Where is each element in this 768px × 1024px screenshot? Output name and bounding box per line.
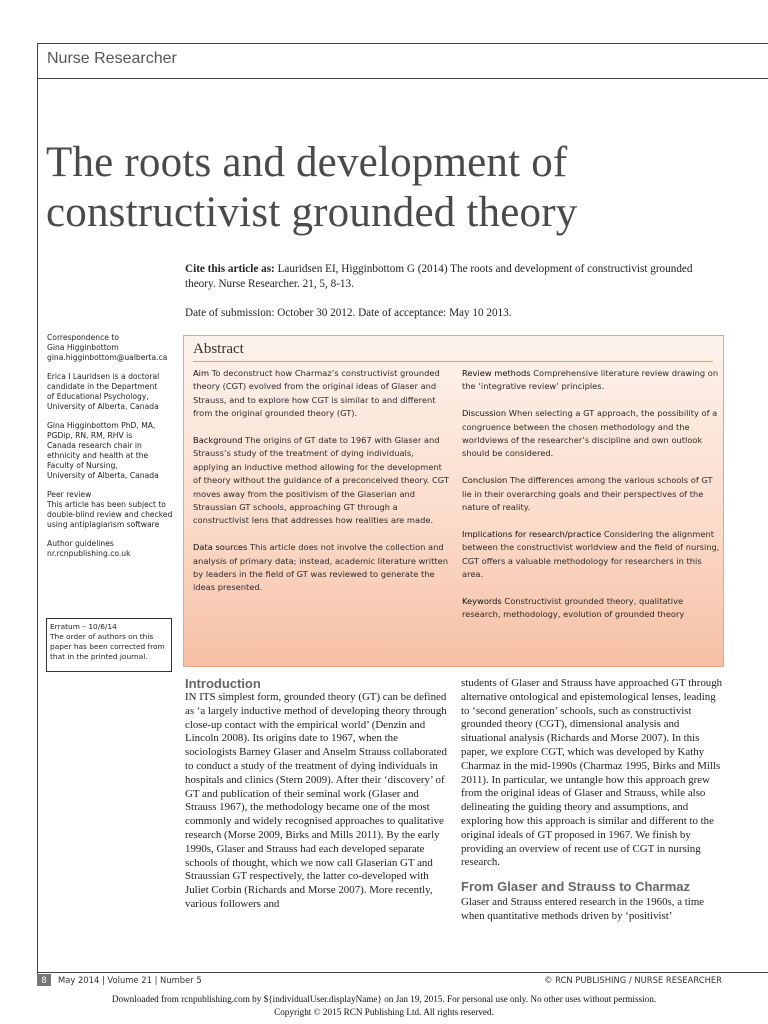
journal-name: Nurse Researcher xyxy=(47,50,177,67)
keywords-text: Constructivist grounded theory, qualitative research, methodology, evolution of grounded theory xyxy=(462,595,685,620)
author-sidebar xyxy=(47,333,177,568)
data-text: This article does not involve the collection and analysis of primary data; instead, academic literature written by leaders in the field of GT was reviewed to generate the ideas presented. xyxy=(193,542,448,593)
sidebar-line: Correspondence to xyxy=(47,333,119,342)
submission-dates: Date of submission: October 30 2012. Date of acceptance: May 10 2013. xyxy=(185,307,512,319)
email-link[interactable]: gina.higginbottom@ualberta.ca xyxy=(47,353,168,362)
cite-text: Lauridsen EI, Higginbottom G (2014) The roots and development of constructivist grounded theory. Nurse Researcher. 21, 5, 8-13. xyxy=(185,263,693,290)
discussion-label: Discussion xyxy=(462,408,507,419)
sidebar-line: Gina Higginbottom xyxy=(47,343,119,352)
abstract-review xyxy=(462,367,720,394)
body-column-left xyxy=(185,691,447,912)
sidebar-line: Faculty of Nursing, xyxy=(47,461,118,470)
header-rule xyxy=(37,78,768,79)
title-line-1: The roots and development of xyxy=(46,139,568,186)
abstract-column-left xyxy=(193,367,451,608)
guidelines-link[interactable]: nr.rcnpublishing.co.uk xyxy=(47,549,131,558)
erratum-line: paper has been corrected from xyxy=(50,642,165,651)
issue-info: May 2014 | Volume 21 | Number 5 xyxy=(58,975,202,985)
peer-review-block xyxy=(47,490,177,530)
implications-label: Implications for research/practice xyxy=(462,528,602,539)
abstract-conclusion xyxy=(462,474,720,514)
abstract-discussion xyxy=(462,407,720,461)
introduction-heading: Introduction xyxy=(185,676,261,691)
guidelines-block xyxy=(47,539,177,559)
download-line: Downloaded from rcnpublishing.com by ${individualUser.displayName} on Jan 19, 2015. For personal use only. No other uses without permission. xyxy=(111,994,657,1004)
discussion-text: When selecting a GT approach, the possibility of a congruence between the chosen methodology and the worldviews of the researcher’s discipline and own outlook should be considered. xyxy=(462,408,718,459)
sidebar-line: Author guidelines xyxy=(47,539,114,548)
download-notice xyxy=(0,993,768,1019)
abstract-aim xyxy=(193,367,451,421)
sidebar-line: Gina Higginbottom PhD, MA, xyxy=(47,421,156,430)
sidebar-line: Canada research chair in xyxy=(47,441,142,450)
implications-text: Considering the alignment between the constructivist worldview and the field of nursing, CGT offers a valuable methodology for researchers in this area. xyxy=(462,528,720,580)
body-column-right xyxy=(461,677,723,924)
intro-paragraph-2: students of Glaser and Strauss have approached GT through alternative ontological and epistemological lenses, leading to ‘second generation’ schools, such as constructivist grounded theory (CGT), dimensional analysis and situational analysis (Richards and Morse 2007). In this paper, we explore CGT, which was developed by Kathy Charmaz in the mid-1990s (Charmaz 1995, Birks and Mills 2011). In particular, we untangle how this approach grew from the original ideas of Glaser and Strauss, while also delineating the guiding theory and assumptions, and exploring how this approach is similar and different to the original ideals of GT proposed in 1967. We finish by providing an overview of recent use of CGT in nursing research. xyxy=(461,677,723,869)
abstract-box xyxy=(183,335,724,667)
background-text: The origins of GT date to 1967 with Glaser and Strauss’s study of the treatment of dying individuals, applying an inductive method allowing for the development of theory without the guidance of a preconceived theory. CGT moves away from the positivism of the Glaserian and Straussian GT schools, approaching GT through a constructivist lens that addresses how realities are made. xyxy=(193,435,449,526)
erratum-line: The order of authors on this xyxy=(50,632,154,641)
section-paragraph: Glaser and Strauss entered research in the 1960s, a time when quantitative methods driven by ‘positivist’ xyxy=(461,895,705,922)
sidebar-line: Erica I Lauridsen is a doctoral xyxy=(47,372,160,381)
article-title xyxy=(46,138,746,238)
conclusion-label: Conclusion xyxy=(462,475,508,486)
sidebar-line: candidate in the Department xyxy=(47,382,158,391)
data-label: Data sources xyxy=(193,542,248,553)
sidebar-line: double-blind review and checked xyxy=(47,510,173,519)
sidebar-line: This article has been subject to xyxy=(47,500,166,509)
erratum-line: that in the printed journal. xyxy=(50,652,148,661)
page-number: 8 xyxy=(37,974,51,986)
publisher-credit: © RCN PUBLISHING / NURSE RESEARCHER xyxy=(544,975,722,985)
keywords-label: Keywords xyxy=(462,595,502,606)
erratum-line: Erratum – 10/6/14 xyxy=(50,622,117,631)
sidebar-line: University of Alberta, Canada xyxy=(47,471,159,480)
review-label: Review methods xyxy=(462,368,531,378)
cite-label: Cite this article as: xyxy=(185,263,275,275)
correspondence-block xyxy=(47,333,177,363)
erratum-box xyxy=(46,618,172,672)
aim-label: Aim xyxy=(193,368,210,378)
aim-text: To deconstruct how Charmaz’s constructivist grounded theory (CGT) evolved from the original ideas of Glaser and Strauss, and to explore how CGT is similar to and different from the original grounded theory (GT). xyxy=(193,368,440,419)
abstract-keywords xyxy=(462,595,720,622)
sidebar-line: PGDip, RN, RM, RHV is xyxy=(47,431,133,440)
sidebar-line: Peer review xyxy=(47,490,92,499)
conclusion-text: The differences among the various schools of GT lie in their overarching goals and their perspectives of the nature of reality. xyxy=(462,475,713,513)
footer-rule xyxy=(37,972,768,973)
review-text: Comprehensive literature review drawing on the ‘integrative review’ principles. xyxy=(462,368,719,392)
author2-block xyxy=(47,421,177,481)
title-line-2: constructivist grounded theory xyxy=(46,189,578,236)
abstract-column-right xyxy=(462,367,720,635)
sidebar-line: ethnicity and health at the xyxy=(47,451,149,460)
sidebar-line: using antiplagiarism software xyxy=(47,520,160,529)
author1-block xyxy=(47,372,177,412)
copyright-line: Copyright © 2015 RCN Publishing Ltd. All rights reserved. xyxy=(274,1007,494,1017)
sidebar-line: of Educational Psychology, xyxy=(47,392,149,401)
intro-paragraph-1: IN ITS simplest form, grounded theory (GT) can be defined as ‘a largely inductive method of developing theory through close-up contact with the empirical world’ (Denzin and Lincoln 2008). Its origins date to 1967, when the sociologists Barney Glaser and Anselm Strauss collaborated to conduct a study of the treatment of dying individuals in hospitals and clinics (Stern 2009). After their ‘discovery’ of GT and publication of their seminal work (Glaser and Strauss 1967), the methodology became one of the most commonly and widely recognised approaches to qualitative research (Morse 2009, Birks and Mills 2011). By the early 1990s, Glaser and Strauss had each developed separate schools of thought, which we now call Glaserian GT and Straussian GT respectively, the latter co-developed with Juliet Corbin (Richards and Morse 2007). More recently, various followers and xyxy=(185,691,447,910)
citation xyxy=(185,262,725,292)
abstract-implications xyxy=(462,528,720,582)
abstract-data-sources xyxy=(193,541,451,595)
section-heading: From Glaser and Strauss to Charmaz xyxy=(461,879,691,895)
abstract-heading: Abstract xyxy=(193,341,713,362)
sidebar-line: University of Alberta, Canada xyxy=(47,402,159,411)
abstract-background xyxy=(193,434,451,528)
background-label: Background xyxy=(193,435,243,446)
